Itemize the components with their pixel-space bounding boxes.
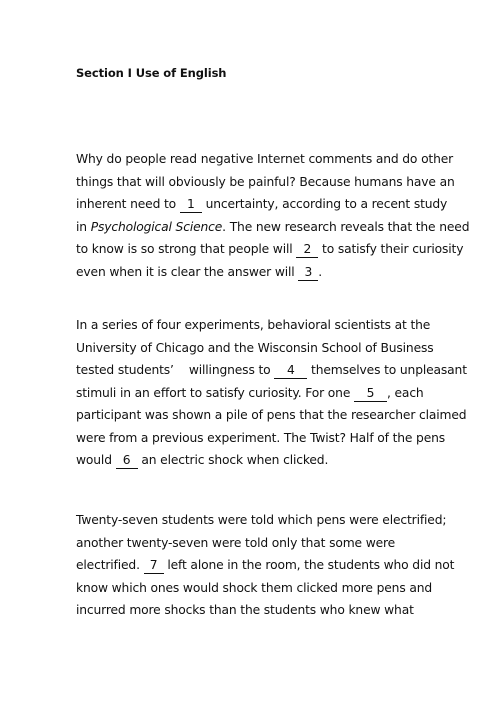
blank-2[interactable]: 2 [296,242,318,258]
text-line [76,532,424,555]
blank-4[interactable]: 4 [274,363,307,379]
line-text: in [76,219,87,234]
paragraph-3 [76,509,455,622]
paragraph-2 [76,314,467,472]
line-text: tested students’ willingness to [76,363,271,377]
line-text: another twenty-seven were told only that some were [76,535,396,550]
text-line [76,554,455,577]
line-text: In a series of four experiments, behavioral scientists at the [76,318,431,332]
line-text: , each [387,385,424,400]
line-text: participant was shown a pile of pens that the researcher claimed [76,408,467,422]
line-text: an electric shock when clicked. [141,453,329,467]
text-line [76,337,434,360]
paragraph-1 [76,148,470,283]
text-line [76,404,467,427]
text-line [76,382,424,405]
line-text: themselves to unpleasant [311,363,467,377]
text-line [76,449,424,472]
text-line [76,216,470,239]
line-text: . [318,264,323,279]
line-text: know which ones would shock them clicked more pens and [76,580,433,595]
line-text: Twenty-seven students were told which pens were electrified; [76,513,447,527]
line-text: incurred more shocks than the students who knew what [76,603,414,617]
text-line [76,193,448,216]
line-text: were from a previous experiment. The Twist? Half of the pens [76,430,446,445]
line-text: uncertainty, according to a recent study [205,197,448,211]
line-text: to know is so strong that people will [76,242,293,256]
text-line [76,314,431,337]
line-text: stimuli in an effort to satisfy curiosity. For one [76,385,351,400]
blank-7[interactable]: 7 [144,558,164,574]
line-text: . The new research reveals that the need [222,219,470,234]
text-line [76,238,464,261]
line-text: even when it is clear the answer will [76,264,295,279]
text-line [76,148,454,171]
text-line [76,427,446,450]
text-line [76,261,424,284]
line-text: left alone in the room, the students who did not [167,558,455,572]
blank-1[interactable]: 1 [180,197,202,213]
line-text: Why do people read negative Internet comments and do other [76,152,454,166]
journal-title: Psychological Science [90,219,223,234]
line-text: electrified. [76,558,140,572]
line-text: inherent need to [76,197,177,211]
line-text: things that will obviously be painful? Because humans have an [76,174,455,189]
text-line [76,599,424,622]
text-line [76,509,447,532]
line-text: to satisfy their curiosity [322,242,464,256]
blank-3[interactable]: 3 [298,265,318,281]
blank-6[interactable]: 6 [116,453,138,469]
line-text: would [76,453,112,467]
line-text: University of Chicago and the Wisconsin School of Business [76,340,434,355]
text-line [76,171,455,194]
text-line [76,359,467,382]
blank-5[interactable]: 5 [354,386,387,402]
section-heading: Section I Use of English [76,66,227,80]
text-line [76,577,433,600]
